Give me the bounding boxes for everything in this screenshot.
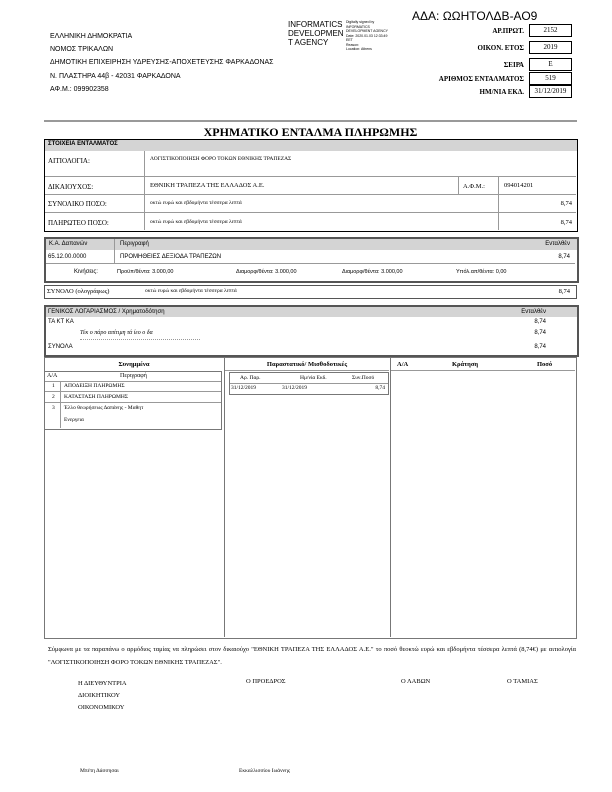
meta-value-series: Ε — [529, 58, 572, 71]
sig-detail: DEVELOPMENT AGENCY — [346, 29, 388, 33]
expense-col-ka: Κ.Α. Δαπανών — [49, 241, 88, 247]
signature-details — [346, 20, 388, 52]
signatory-name-1: Μπέτη Δάσσησαι — [80, 768, 119, 774]
meta-value-date: 31/12/2019 — [529, 85, 572, 98]
ledger-total-label: ΣΥΝΟΛΑ — [48, 344, 73, 350]
retention-col-desc: Κράτηση — [452, 361, 479, 368]
attachment-aa: 2 — [52, 394, 55, 400]
ledger-header: ΓΕΝΙΚΟΣ ΛΟΓΑΡΙΑΣΜΟΣ / Χρηματοδότηση — [48, 309, 165, 315]
kinisi-formed: Διαμορφ/θέντα: 3.000,00 — [236, 269, 297, 275]
meta-label-number: ΑΡΙΘΜΟΣ ΕΝΤΑΛΜΑΤΟΣ — [438, 75, 524, 83]
document-title: ΧΡΗΜΑΤΙΚΟ ΕΝΤΑΛΜΑ ΠΛΗΡΩΜΗΣ — [203, 125, 418, 139]
signature-director — [78, 678, 127, 714]
attachment-desc: Ενεργεια — [64, 417, 84, 423]
ledger-row2-value: 8,74 — [534, 330, 546, 336]
meta-label-protocol: ΑΡ.ΠΡΩΤ. — [492, 27, 524, 35]
attachment-aa: 1 — [52, 383, 55, 389]
digital-signature-logo — [288, 20, 344, 47]
signature-director-line: Η ΔΙΕΥΘΥΝΤΡΙΑ — [78, 680, 127, 687]
kinisi-remaining: Υπόλ.απ/θέντα: 0,00 — [456, 269, 507, 275]
issuer-organization: ΔΗΜΟΤΙΚΗ ΕΠΙΧΕΙΡΗΣΗ ΥΔΡΕΥΣΗΣ-ΑΠΟΧΕΤΕΥΣΗΣ ΦΑΡΚΑΔΟΝΑΣ — [50, 59, 274, 66]
attachments-title: Συνημμένα — [118, 361, 150, 368]
sig-detail: Reason: — [346, 42, 360, 47]
issuer-afm: ΑΦ.Μ.: 099902358 — [50, 86, 109, 93]
signatory-name-2: Εκκαλλισσίου Ιωάννης — [239, 768, 291, 774]
payment-col-issue: Ημ/νία Εκδ. — [300, 375, 327, 381]
issuer-country: ΕΛΛΗΝΙΚΗ ΔΗΜΟΚΡΑΤΙΑ — [50, 33, 133, 40]
sig-detail: Date: 2020.01.03 12:33:49 — [346, 33, 388, 38]
signature-director-line: ΟΙΚΟΝΟΜΙΚΟΥ — [78, 704, 125, 711]
sig-detail: EET — [346, 38, 353, 42]
aitiologia-label: ΑΙΤΙΟΛΟΓΙΑ: — [48, 157, 90, 165]
aitiologia-value: ΛΟΓΙΣΤΙΚΟΠΟΙΗΣΗ ΦΟΡΟ ΤΟΚΩΝ ΕΘΝΙΚΗΣ ΤΡΑΠΕΖΑΣ — [150, 156, 292, 162]
footer-statement: Σύμφωνα με τα παραπάνω ο αρμόδιος ταμίας να πληρώσει στον δικαιούχο "ΕΘΝΙΚΗ ΤΡΑΠΕΖΑ ΤΗΣ ΕΛΛΑΔΟΣ Α.Ε." το ποσό θεοκτώ ευρώ και εβδομήντα τέσσερα λεπτά (8,74€) με αιτιολογία "ΛΟΓΙΣΤΙΚΟΠΟΙΗΣΗ ΦΟΡΟ ΤΟΚΩΝ ΕΘΝΙΚΗΣ ΤΡΑΠΕΖΑΣ". — [48, 646, 576, 666]
attachment-desc: ΚΑΤΑΣΤΑΣΗ ΠΛΗΡΩΜΗΣ — [64, 394, 129, 400]
kinisi-formed-2: Διαμορφ/θέντα: 3.000,00 — [342, 269, 403, 275]
kinisi-budgeted: Προϋπ/θέντα: 3.000,00 — [117, 269, 174, 275]
meta-value-year: 2019 — [529, 41, 572, 54]
signature-director-line: ΔΙΟΙΚΗΤΙΚΟΥ — [78, 692, 121, 699]
synoliko-words: οκτώ ευρώ και εβδομήντα τέσσερα λεπτά — [150, 200, 242, 206]
attachment-desc: Έλλο θεωρήσεως Δαπάνης - Μαθητ — [64, 405, 144, 411]
signature-cashier: Ο ΤΑΜΙΑΣ — [507, 678, 538, 685]
attachment-desc: ΑΠΟΔΕΙΞΗ ΠΛΗΡΩΜΗΣ — [64, 383, 125, 389]
payment-col-total: Συν.Ποσό — [352, 375, 375, 381]
synolo-value: 8,74 — [558, 288, 570, 295]
kiniseis-label: Κινήσεις: — [74, 269, 98, 275]
payment-title: Παραστατικό/ Μισθοδοτικές — [266, 361, 348, 368]
sig-detail: Digitally signed by — [346, 20, 375, 24]
sig-detail: INFORMATICS — [346, 24, 370, 29]
ledger-row1-value: 8,74 — [534, 319, 546, 325]
expense-row-amount: 8,74 — [558, 254, 570, 260]
retention-col-aa: Α/Α — [397, 361, 409, 368]
plirwteo-value: 8,74 — [560, 219, 572, 226]
synoliko-label: ΣΥΝΟΛΙΚΟ ΠΟΣΟ: — [48, 200, 107, 208]
details-header: ΣΤΟΙΧΕΙΑ ΕΝΤΑΛΜΑΤΟΣ — [48, 141, 118, 147]
dikaiouxos-value: ΕΘΝΙΚΗ ΤΡΑΠΕΖΑ ΤΗΣ ΕΛΛΑΔΟΣ Α.Ε. — [150, 182, 265, 189]
logo-line-3: T AGENCY — [288, 38, 329, 47]
meta-value-protocol: 2152 — [529, 24, 572, 37]
issuer-prefecture: ΝΟΜΟΣ ΤΡΙΚΑΛΩΝ — [50, 46, 114, 53]
logo-line-2: DEVELOPMEN — [288, 29, 344, 38]
signature-receiver: Ο ΛΑΒΩΝ — [401, 678, 431, 685]
attachment-aa: 3 — [52, 405, 55, 411]
signature-president: Ο ΠΡΟΕΔΡΟΣ — [246, 678, 286, 685]
sig-detail: Location: Athens — [346, 47, 372, 51]
attachments-col-desc: Περιγραφή — [120, 373, 147, 379]
synolo-row — [44, 285, 577, 299]
attachments-col-aa: Α/Α — [47, 373, 58, 379]
synolo-words: οκτώ ευρώ και εβδομήντα τέσσερα λεπτά — [145, 288, 237, 294]
payment-row-issue: 31/12/2019 — [282, 385, 308, 391]
plirwteo-label: ΠΛΗΡΩΤΕΟ ΠΟΣΟ: — [48, 219, 109, 227]
synolo-label: ΣΥΝΟΛΟ (ολογράφως) — [47, 288, 110, 295]
ada-number: ΑΔΑ: ΩΩΗΤΟΛΔΒ-ΑΟ9 — [412, 9, 538, 23]
meta-label-series: ΣΕΙΡΑ — [503, 61, 524, 69]
issuer-address: Ν. ΠΛΑΣΤΗΡΑ 44β - 42031 ΦΑΡΚΑΔΟΝΑ — [50, 73, 181, 80]
meta-label-date: ΗΜ/ΝΙΑ ΕΚΔ. — [479, 88, 524, 96]
dikaiouxos-label: ΔΙΚΑΙΟΥΧΟΣ: — [48, 183, 94, 191]
ledger-total-value: 8,74 — [534, 344, 546, 350]
plirwteo-words: οκτώ ευρώ και εβδομήντα τέσσερα λεπτά — [150, 219, 242, 225]
afm-label: Α.Φ.Μ.: — [463, 183, 485, 190]
expense-row-code: 65.12.00.0000 — [48, 254, 87, 260]
synoliko-value: 8,74 — [560, 200, 572, 207]
expense-col-desc: Περιγραφή — [120, 241, 149, 247]
retention-col-amount: Ποσό — [537, 361, 553, 368]
payment-col-date: Αρ. Παρ. — [240, 375, 261, 381]
ledger-row1-label: ΤΑ ΚΤ ΚΑ — [48, 319, 74, 325]
afm-value: 094014201 — [504, 182, 534, 189]
ledger-row2-label: Τέκ ο πάρο απίτιμη τά ίεο ο δα — [80, 330, 153, 336]
expense-col-amount: Ενταλθέν — [545, 241, 570, 247]
expense-row-desc: ΠΡΟΜΗΘΕΙΕΣ ΔΕΞΙΟΔΑ ΤΡΑΠΕΖΩΝ — [120, 254, 222, 260]
logo-line-1: INFORMATICS — [288, 20, 343, 29]
payment-row-total: 8,74 — [375, 385, 385, 391]
meta-value-number: 519 — [529, 72, 572, 85]
ledger-header-amount: Ενταλθέν — [521, 309, 546, 315]
payment-row-date: 31/12/2019 — [231, 385, 257, 391]
meta-label-year: ΟΙΚΟΝ. ΕΤΟΣ — [477, 44, 524, 52]
